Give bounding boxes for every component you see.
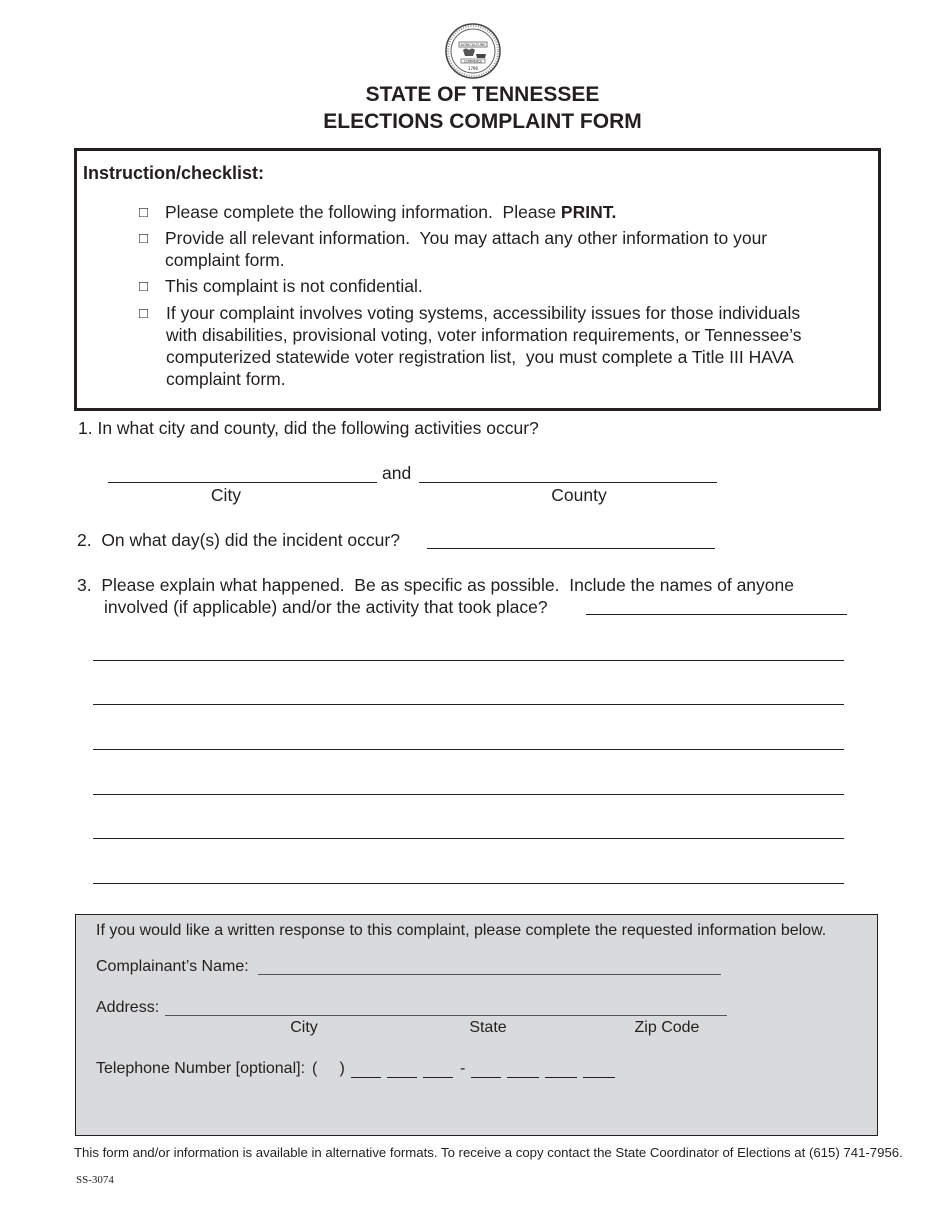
form-title-line1: STATE OF TENNESSEE	[365, 83, 600, 106]
response-intro: If you would like a written response to this complaint, please complete the requested information below.	[96, 922, 827, 939]
instructions-heading: Instruction/checklist:	[83, 163, 265, 183]
instruction-item-hava-line4: complaint form.	[166, 369, 286, 389]
seal-text-top: AGRICULTURE	[460, 43, 486, 47]
tennessee-state-seal-icon	[445, 23, 501, 79]
address-zip-label: Zip Code	[634, 1019, 700, 1036]
instruction-item-print-text: Please complete the following information. Please	[165, 202, 561, 222]
question-3-line2: involved (if applicable) and/or the activity that took place?	[104, 597, 548, 617]
checkbox-icon[interactable]: □	[139, 230, 149, 247]
telephone-digit-field[interactable]	[545, 1077, 577, 1078]
county-field[interactable]	[419, 482, 717, 483]
question-2: 2. On what day(s) did the incident occur?	[77, 530, 400, 550]
telephone-digit-field[interactable]	[351, 1077, 381, 1078]
telephone-dash: -	[460, 1060, 466, 1077]
alternative-formats-note: This form and/or information is available in alternative formats. To receive a copy contact the State Coordinator of Elections at (615) 741-7956.	[74, 1145, 903, 1160]
county-label: County	[551, 485, 607, 505]
seal-text-bottom: COMMERCE	[463, 59, 483, 64]
explanation-field-line-0[interactable]	[586, 614, 847, 615]
instruction-item-hava-line3: computerized statewide voter registration list, you must complete a Title III HAVA	[166, 347, 794, 367]
checkbox-icon[interactable]: □	[139, 204, 149, 221]
city-label: City	[210, 485, 242, 505]
instruction-item-relevant-line2: complaint form.	[165, 250, 285, 270]
instruction-item-hava-line1: If your complaint involves voting systems, accessibility issues for those individuals	[166, 303, 801, 323]
explanation-field-line-5[interactable]	[93, 838, 844, 839]
checkbox-icon[interactable]: □	[139, 278, 149, 295]
checkbox-icon[interactable]: □	[139, 305, 149, 322]
form-title-line2: ELECTIONS COMPLAINT FORM	[323, 110, 642, 133]
telephone-digit-field[interactable]	[423, 1077, 453, 1078]
instruction-item-print	[165, 201, 616, 223]
complainant-name-field[interactable]	[258, 974, 721, 975]
complainant-name-label: Complainant’s Name:	[96, 958, 249, 975]
and-label: and	[382, 463, 412, 483]
explanation-field-line-1[interactable]	[93, 660, 844, 661]
question-1: 1. In what city and county, did the following activities occur?	[78, 418, 539, 438]
explanation-field-line-6[interactable]	[93, 883, 844, 884]
address-state-label: State	[469, 1019, 507, 1036]
telephone-area-code-parens: ( )	[312, 1060, 345, 1077]
question-3-line1: 3. Please explain what happened. Be as specific as possible. Include the names of anyone	[77, 575, 794, 595]
telephone-digit-field[interactable]	[583, 1077, 615, 1078]
explanation-field-line-2[interactable]	[93, 704, 844, 705]
telephone-digit-field[interactable]	[507, 1077, 539, 1078]
city-field[interactable]	[108, 482, 377, 483]
instruction-item-hava-line2: with disabilities, provisional voting, voter information requirements, or Tennessee’s	[166, 325, 802, 345]
seal-year: 1796	[467, 66, 479, 71]
address-field[interactable]	[165, 1015, 727, 1016]
instruction-item-confidential: This complaint is not confidential.	[165, 276, 423, 296]
telephone-digit-field[interactable]	[387, 1077, 417, 1078]
incident-date-field[interactable]	[427, 548, 715, 549]
instruction-item-print-bold: PRINT.	[560, 202, 617, 222]
form-code: SS-3074	[76, 1174, 114, 1186]
explanation-field-line-4[interactable]	[93, 794, 844, 795]
instruction-item-relevant-line1: Provide all relevant information. You may attach any other information to your	[165, 228, 768, 248]
address-label: Address:	[96, 999, 160, 1016]
explanation-field-line-3[interactable]	[93, 749, 844, 750]
telephone-label: Telephone Number [optional]:	[96, 1060, 306, 1077]
address-city-label: City	[290, 1019, 318, 1036]
telephone-digit-field[interactable]	[471, 1077, 501, 1078]
